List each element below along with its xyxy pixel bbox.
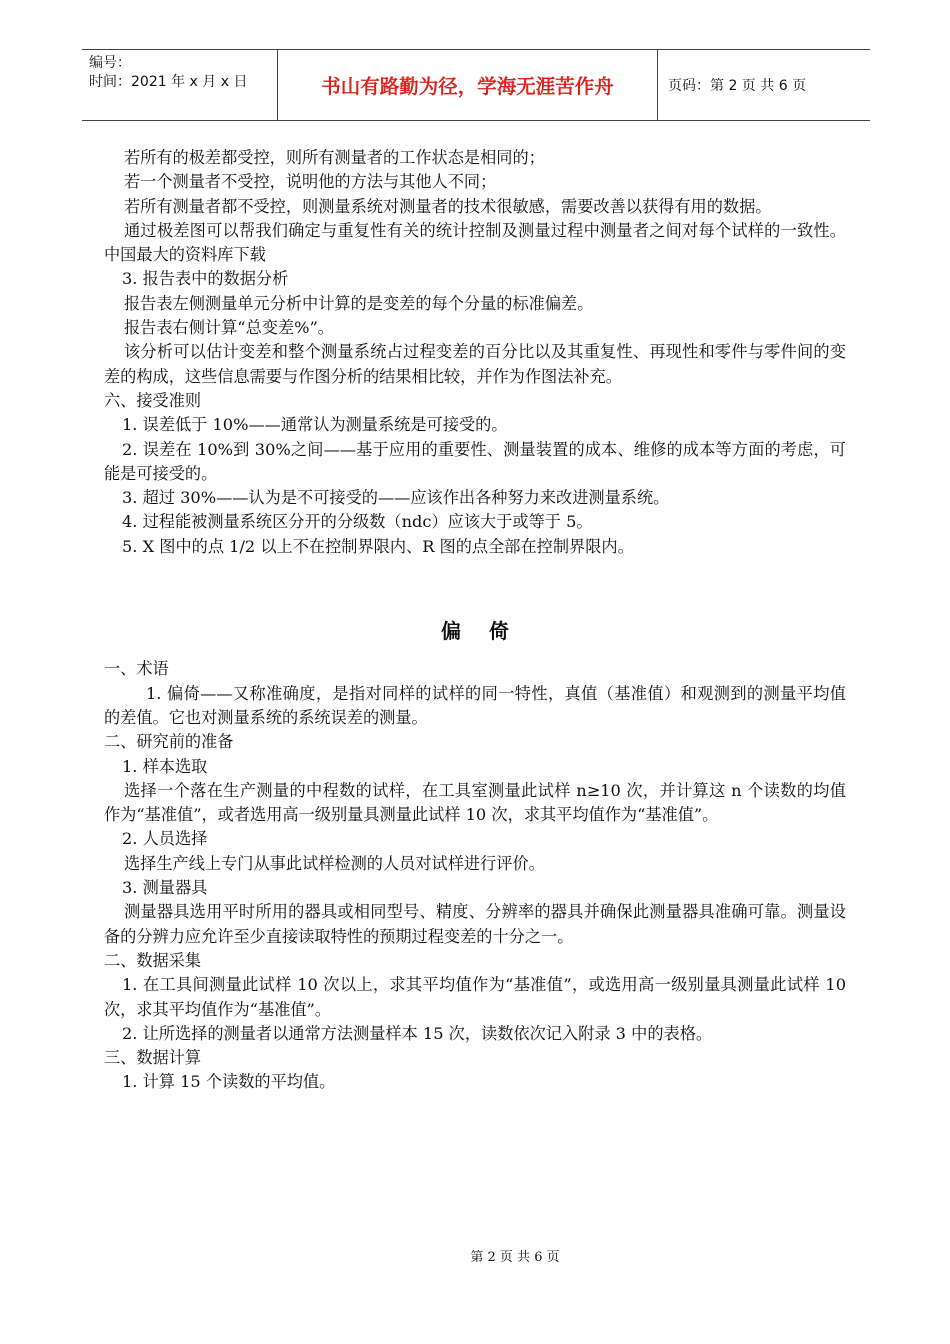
paragraph: 通过极差图可以帮我们确定与重复性有关的统计控制及测量过程中测量者之间对每个试样的一致性。 中国最大的资料库下载 (104, 220, 846, 265)
list-item: 1. 偏倚——又称准确度，是指对同样的试样的同一特性，真值（基准值）和观测到的测量平均值的差值。它也对测量系统的系统误差的测量。 (104, 683, 846, 727)
list-item: 2. 误差在 10%到 30%之间——基于应用的重要性、测量装置的成本、维修的成本等方面的考虑，可能是可接受的。 (104, 439, 846, 483)
list-item: 1. 误差低于 10%——通常认为测量系统是可接受的。 (122, 415, 508, 435)
document-body (104, 146, 846, 1095)
paragraph: 该分析可以估计变差和整个测量系统占过程变差的百分比以及其重复性、再现性和零件与零件间的变差的构成，这些信息需要与作图分析的结果相比较，并作为作图法补充。 (104, 342, 846, 386)
time-label: 时间：2021 年 x 月 x 日 (89, 74, 248, 90)
list-item: 2. 让所选择的测量者以通常方法测量样本 15 次，读数依次记入附录 3 中的表格。 (122, 1023, 713, 1043)
list-item: 3. 超过 30%——认为是不可接受的——应该作出各种努力来改进测量系统。 (122, 488, 670, 508)
paragraph: 测量器具选用平时所用的器具或相同型号、精度、分辨率的器具并确保此测量器具准确可靠。测量设备的分辨力应允许至少直接读取特性的预期过程变差的十分之一。 (104, 902, 846, 946)
list-item: 4. 过程能被测量系统区分开的分级数（ndc）应该大于或等于 5。 (122, 512, 593, 532)
paragraph-heading: 3. 报告表中的数据分析 (122, 269, 289, 289)
header-left-cell (82, 50, 278, 120)
page-footer: 第 2 页 共 6 页 (470, 1250, 560, 1265)
paragraph: 选择生产线上专门从事此试样检测的人员对试样进行评价。 (124, 853, 545, 873)
section-heading: 二、数据采集 (104, 950, 202, 970)
list-item: 5. X 图中的点 1/2 以上不在控制界限内、R 图的点全部在控制界限内。 (122, 536, 634, 556)
paragraph: 报告表右侧计算“总变差%”。 (124, 318, 334, 338)
paragraph-heading: 3. 测量器具 (122, 878, 208, 898)
section-heading: 一、术语 (104, 659, 169, 679)
paragraph-heading: 1. 样本选取 (122, 756, 208, 776)
page-header (82, 49, 870, 121)
paragraph: 若一个测量者不受控，说明他的方法与其他人不同； (124, 172, 497, 192)
header-page-info: 页码：第 2 页 共 6 页 (668, 78, 807, 94)
paragraph: 报告表左侧测量单元分析中计算的是变差的每个分量的标准偏差。 (124, 293, 594, 313)
header-motto: 书山有路勤为径，学海无涯苦作舟 (278, 50, 658, 120)
number-label: 编号： (89, 55, 131, 71)
paragraph: 选择一个落在生产测量的中程数的试样，在工具室测量此试样 n≥10 次，并计算这 n 个读数的均值作为“基准值”，或者选用高一级别量具测量此试样 10 次，求其平均值作为“基准值”。 (104, 780, 846, 825)
paragraph: 若所有的极差都受控，则所有测量者的工作状态是相同的； (124, 148, 545, 167)
section-heading: 三、数据计算 (104, 1048, 202, 1068)
list-item: 1. 在工具间测量此试样 10 次以上，求其平均值作为“基准值”，或选用高一级别量具测量此试样 10 次，求其平均值作为“基准值”。 (104, 975, 846, 1019)
list-item: 1. 计算 15 个读数的平均值。 (122, 1072, 336, 1092)
paragraph-heading: 2. 人员选择 (122, 829, 208, 849)
section-heading: 二、研究前的准备 (104, 732, 234, 752)
section-title: 偏倚 (441, 619, 537, 644)
section-heading: 六、接受准则 (104, 390, 202, 410)
paragraph: 若所有测量者都不受控，则测量系统对测量者的技术很敏感，需要改善以获得有用的数据。 (124, 196, 772, 216)
